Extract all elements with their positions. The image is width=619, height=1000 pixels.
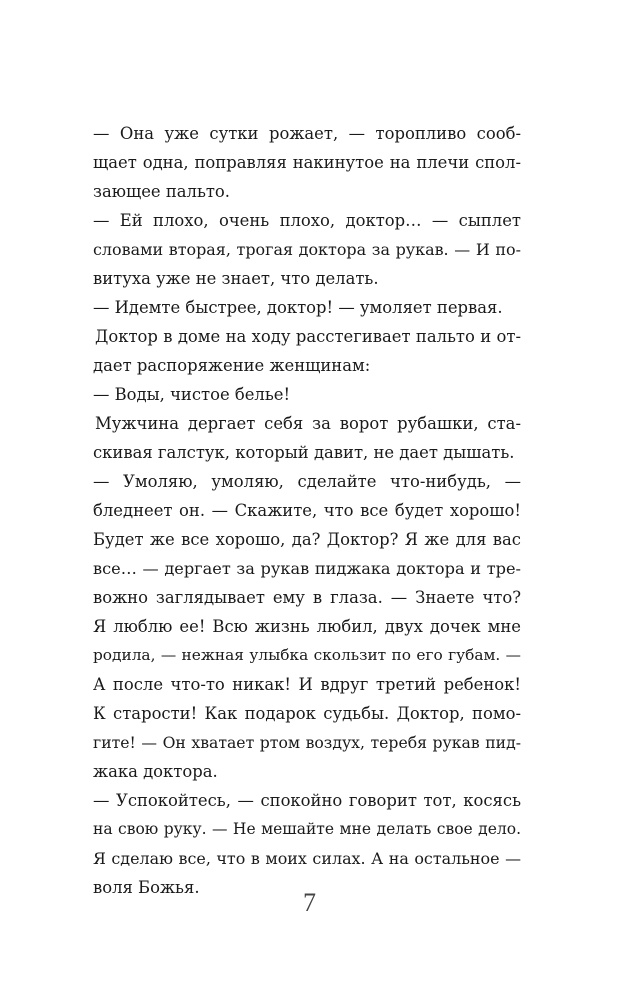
text-line: — Успокойтесь, — спокойно говорит тот, косясь: [93, 791, 521, 810]
text-line: словами вторая, трогая доктора за рукав. — И по-: [93, 240, 521, 259]
text-line: воля Божья.: [93, 878, 200, 897]
text-line: жака доктора.: [93, 762, 218, 781]
text-line: зающее пальто.: [93, 182, 231, 201]
text-line: Я сделаю все, что в моих силах. А на остальное —: [93, 849, 521, 868]
page-number: 7: [303, 888, 316, 917]
text-line: — Воды, чистое белье!: [93, 385, 291, 404]
text-line: — Она уже сутки рожает, — торопливо сооб-: [93, 124, 521, 143]
text-line: все… — дергает за рукав пиджака доктора и тре-: [93, 559, 521, 578]
text-line: гите! — Он хватает ртом воздух, теребя рукав пид-: [93, 733, 521, 752]
body-text: [93, 119, 521, 902]
text-line: дает распоряжение женщинам:: [93, 356, 371, 375]
text-line: — Идемте быстрее, доктор! — умоляет первая.: [93, 298, 503, 317]
text-line: скивая галстук, который давит, не дает дышать.: [93, 443, 515, 462]
text-line: бледнеет он. — Скажите, что все будет хорошо!: [93, 501, 521, 520]
text-line: — Умоляю, умоляю, сделайте что-нибудь, —: [93, 472, 521, 491]
text-line: щает одна, поправляя накинутое на плечи спол-: [93, 153, 521, 172]
text-line: Будет же все хорошо, да? Доктор? Я же для вас: [93, 530, 521, 549]
text-line: вожно заглядывает ему в глаза. — Знаете что?: [93, 588, 521, 607]
text-line: К старости! Как подарок судьбы. Доктор, помо-: [93, 704, 521, 723]
text-line: витуха уже не знает, что делать.: [93, 269, 379, 288]
text-line: — Ей плохо, очень плохо, доктор… — сыплет: [93, 211, 521, 230]
text-line: Доктор в доме на ходу расстегивает пальто и от-: [95, 327, 521, 346]
text-line: Мужчина дергает себя за ворот рубашки, ста-: [95, 414, 521, 433]
text-line: Я люблю ее! Всю жизнь любил, двух дочек мне: [93, 617, 521, 636]
text-line: А после что-то никак! И вдруг третий ребенок!: [93, 675, 521, 694]
text-line: родила, — нежная улыбка скользит по его губам. —: [93, 646, 521, 664]
text-line: на свою руку. — Не мешайте мне делать свое дело.: [93, 820, 521, 838]
